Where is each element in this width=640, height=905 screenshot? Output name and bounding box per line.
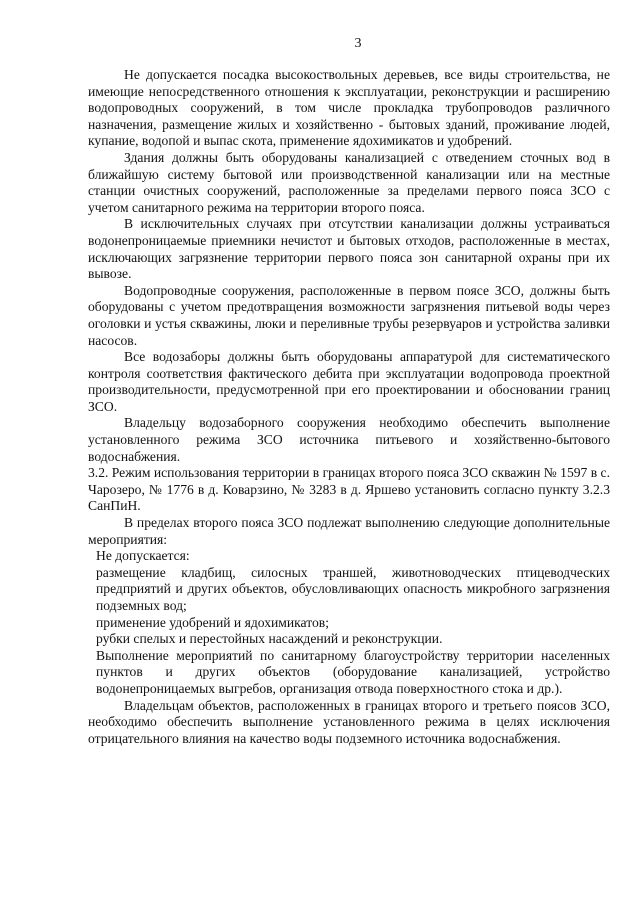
paragraph-second-belt-measures: В пределах второго пояса ЗСО подлежат выполнению следующие дополнительные мероприятия: — [88, 515, 610, 547]
page-number: 3 — [354, 36, 362, 51]
list-item-logging: рубки спелых и перестойных насаждений и реконструкции. — [96, 631, 443, 647]
paragraph-object-owners: Владельцам объектов, расположенных в границах второго и третьего поясов ЗСО, необходимо обеспечить выполнение установленного режима в целях исключения отрицательного влияния на качество воды подземного источника водоснабжения. — [88, 697, 610, 746]
list-item-fertilizers: применение удобрений и ядохимикатов; — [96, 614, 329, 630]
paragraph-sewerage-requirement: Здания должны быть оборудованы канализацией с отведением сточных вод в ближайшую систему бытовой или производственной канализации или на местные станции очистных сооружений, расположенные за пределами первого пояса ЗСО с учетом санитарного режима на территории второго пояса. — [88, 149, 610, 215]
paragraph-not-allowed-heading: Не допускается: — [96, 548, 190, 564]
paragraph-section-3-2: 3.2. Режим использования территории в границах второго пояса ЗСО скважин № 1597 в с. Чарозеро, № 1776 в д. Коварзино, № 3283 в д. Яршево установить согласно пункту 3.2.3 СанПиН. — [88, 465, 610, 514]
paragraph-water-facilities: Водопроводные сооружения, расположенные в первом поясе ЗСО, должны быть оборудованы с учетом предотвращения возможности загрязнения питьевой воды через оголовки и устья скважины, люки и переливные трубы резервуаров и устройства заливки насосов. — [88, 282, 610, 348]
paragraph-restrictions-first-belt: Не допускается посадка высокоствольных деревьев, все виды строительства, не имеющие непосредственного отношения к эксплуатации, реконструкции и расширению водопроводных сооружений, в том числе прокладка трубопроводов различного назначения, размещение жилых и хозяйственно - бытовых зданий, проживание людей, купание, водопой и выпас скота, применение ядохимикатов и удобрений. — [88, 67, 610, 149]
paragraph-owner-obligation: Владельцу водозаборного сооружения необходимо обеспечить выполнение установленного режима ЗСО источника питьевого и хозяйственно-бытового водоснабжения. — [88, 415, 610, 464]
paragraph-flow-monitoring: Все водозаборы должны быть оборудованы аппаратурой для систематического контроля соответствия фактического дебита при эксплуатации водопровода проектной производительности, предусмотренной при его проектировании и обосновании границ ЗСО. — [88, 349, 610, 414]
paragraph-sanitary-improvement: Выполнение мероприятий по санитарному благоустройству территории населенных пунктов и других объектов (оборудование канализацией, устройство водонепроницаемых выгребов, организация отвода поверхностного стока и др.). — [96, 647, 610, 696]
list-item-cemeteries: размещение кладбищ, силосных траншей, животноводческих птицеводческих предприятий и других объектов, обусловливающих опасность микробного загрязнения подземных вод; — [96, 564, 610, 613]
paragraph-waterproof-receivers: В исключительных случаях при отсутствии канализации должны устраиваться водонепроницаемые приемники нечистот и бытовых отходов, расположенные в местах, исключающих загрязнение территории первого пояса зон санитарной охраны при их вывозе. — [88, 216, 610, 282]
